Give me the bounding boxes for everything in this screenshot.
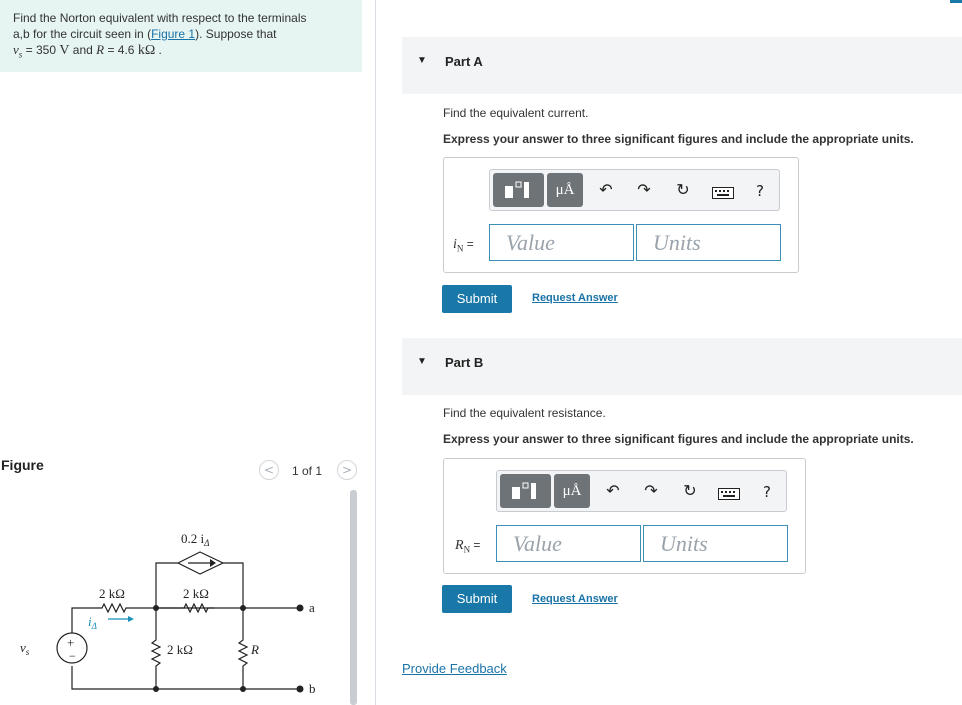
circuit-diagram: [0, 480, 345, 705]
part-b-submit-button[interactable]: Submit: [442, 585, 512, 613]
units-icon[interactable]: μÅ: [547, 173, 583, 207]
top-resistor-label: 2 kΩ: [183, 586, 209, 601]
figure-link[interactable]: Figure 1: [151, 26, 196, 41]
part-a-instruction: Express your answer to three significant figures and include the appropriate units.: [443, 132, 914, 146]
vs-unit: V: [59, 43, 70, 58]
help-icon[interactable]: ?: [763, 483, 771, 501]
part-a-value-input[interactable]: Value: [489, 224, 634, 261]
caret-down-icon[interactable]: ▼: [417, 356, 427, 367]
templates-icon[interactable]: [493, 173, 544, 207]
figure-scrollbar[interactable]: [350, 490, 357, 705]
problem-statement: [13, 11, 353, 63]
middle-resistor-label: 2 kΩ: [167, 642, 193, 657]
part-a-title: Part A: [445, 54, 483, 69]
terminal-a-label: a: [309, 600, 315, 615]
terminal-b-label: b: [309, 681, 316, 696]
redo-icon[interactable]: ↷: [644, 481, 658, 500]
part-b-header[interactable]: [402, 338, 962, 395]
part-a-submit-button[interactable]: Submit: [442, 285, 512, 313]
keyboard-icon[interactable]: [718, 487, 740, 505]
redo-icon[interactable]: ↷: [637, 180, 651, 199]
problem-end: .: [155, 43, 162, 57]
problem-line-1: Find the Norton equivalent with respect to the terminals: [13, 11, 307, 25]
part-b-value-input[interactable]: Value: [496, 525, 641, 562]
vs-sub: s: [18, 49, 23, 60]
dependent-source-label: 0.2 $i_\Delta$: [181, 531, 210, 548]
and-text: and: [69, 43, 97, 57]
part-b-question: Find the equivalent resistance.: [443, 406, 606, 420]
undo-icon[interactable]: ↶: [599, 180, 613, 199]
caret-down-icon[interactable]: ▼: [417, 55, 427, 66]
r-symbol: R: [96, 42, 105, 57]
r-unit: kΩ: [137, 43, 156, 58]
part-b-instruction: Express your answer to three significant figures and include the appropriate units.: [443, 432, 914, 446]
templates-icon[interactable]: [500, 474, 551, 508]
part-b-units-input[interactable]: Units: [643, 525, 788, 562]
part-b-label: $R_N$ =: [455, 538, 481, 555]
next-figure-button[interactable]: >: [337, 460, 357, 480]
vs-symbol: v: [13, 42, 19, 57]
source-label: $v_s$: [20, 640, 30, 657]
figure-page-count: 1 of 1: [292, 464, 323, 478]
provide-feedback-link[interactable]: Provide Feedback: [402, 661, 507, 676]
part-a-units-input[interactable]: Units: [636, 224, 781, 261]
left-resistor-label: 2 kΩ: [99, 586, 125, 601]
part-b-request-answer-link[interactable]: Request Answer: [532, 593, 618, 605]
problem-line-2-end: ). Suppose that: [195, 26, 277, 41]
terminal-a-node: [297, 605, 304, 612]
vs-value: = 350: [22, 43, 60, 57]
part-b-title: Part B: [445, 355, 484, 370]
plus-sign: +: [67, 635, 75, 650]
minus-sign: −: [69, 649, 76, 663]
r-value: = 4.6: [104, 43, 138, 57]
keyboard-icon[interactable]: [712, 186, 734, 204]
part-a-header[interactable]: [402, 37, 962, 94]
problem-line-2: a,b for the circuit seen in (: [13, 26, 152, 41]
prev-figure-button[interactable]: <: [259, 460, 279, 480]
current-label: $i_\Delta$: [88, 614, 97, 631]
reset-icon[interactable]: ↻: [676, 180, 690, 199]
part-a-label: $i_N$ =: [453, 237, 474, 254]
part-a-question: Find the equivalent current.: [443, 106, 589, 120]
current-arrow-icon: [128, 616, 134, 622]
undo-icon[interactable]: ↶: [606, 481, 620, 500]
corner-accent: [950, 0, 962, 3]
pane-divider: [375, 0, 376, 705]
terminal-b-node: [297, 686, 304, 693]
figure-label: Figure: [1, 457, 44, 473]
part-a-request-answer-link[interactable]: Request Answer: [532, 292, 618, 304]
units-icon[interactable]: μÅ: [554, 474, 590, 508]
reset-icon[interactable]: ↻: [683, 481, 697, 500]
load-resistor-label: R: [251, 642, 259, 657]
help-icon[interactable]: ?: [756, 182, 764, 200]
